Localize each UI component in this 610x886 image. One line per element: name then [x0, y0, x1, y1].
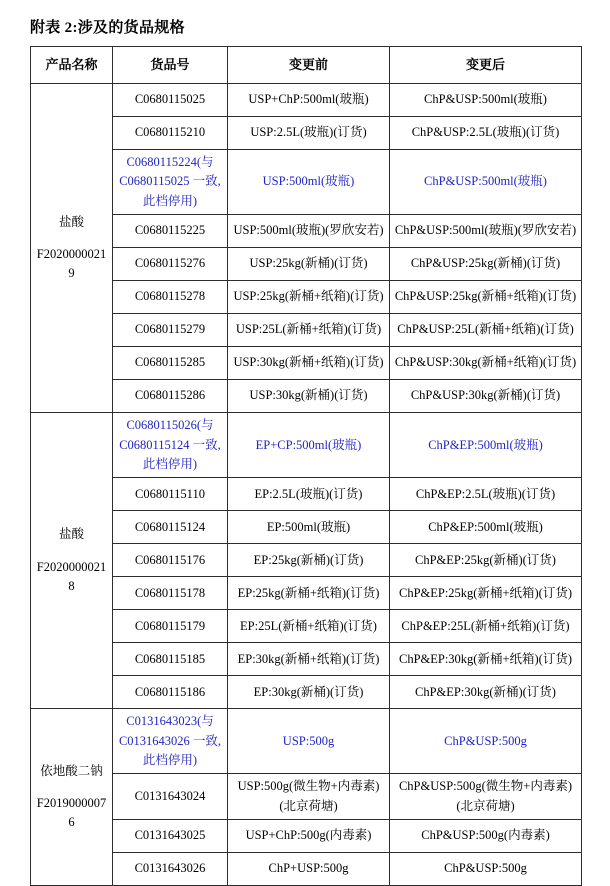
after-cell: ChP&USP:25L(新桶+纸箱)(订货)	[390, 314, 582, 347]
item-no-cell: C0680115285	[113, 347, 228, 380]
after-cell: ChP&EP:30kg(新桶+纸箱)(订货)	[390, 643, 582, 676]
item-no-cell: C0680115276	[113, 248, 228, 281]
before-cell: USP:25kg(新桶+纸箱)(订货)	[228, 281, 390, 314]
product-name-cell	[31, 709, 113, 886]
product-name: 盐酸	[58, 214, 84, 229]
before-cell: USP:500ml(玻瓶)(罗欣安若)	[228, 215, 390, 248]
after-cell: ChP&EP:25kg(新桶)(订货)	[390, 544, 582, 577]
before-cell: EP+CP:500ml(玻瓶)	[228, 413, 390, 478]
after-cell: ChP&USP:25kg(新桶)(订货)	[390, 248, 582, 281]
before-cell: USP:25kg(新桶)(订货)	[228, 248, 390, 281]
before-cell: USP:2.5L(玻瓶)(订货)	[228, 117, 390, 150]
after-cell: ChP&USP:500g	[390, 709, 582, 774]
product-code: F20190000076	[36, 796, 107, 830]
table-row	[31, 709, 582, 774]
after-cell: ChP&USP:500g(内毒素)	[390, 820, 582, 853]
before-cell: USP:30kg(新桶+纸箱)(订货)	[228, 347, 390, 380]
table-row	[31, 676, 582, 709]
table-row	[31, 610, 582, 643]
before-cell: USP+ChP:500g(内毒素)	[228, 820, 390, 853]
table-row	[31, 248, 582, 281]
product-name: 盐酸	[58, 527, 84, 542]
after-cell: ChP&USP:500g(微生物+内毒素)(北京荷塘)	[390, 774, 582, 820]
item-no-cell: C0680115279	[113, 314, 228, 347]
table-row	[31, 577, 582, 610]
before-cell: EP:25L(新桶+纸箱)(订货)	[228, 610, 390, 643]
after-cell: ChP&USP:2.5L(玻瓶)(订货)	[390, 117, 582, 150]
item-no-cell: C0680115026(与 C0680115124 一致,此档停用)	[113, 413, 228, 478]
table-body	[31, 84, 582, 886]
item-no-cell: C0680115185	[113, 643, 228, 676]
before-cell: EP:30kg(新桶+纸箱)(订货)	[228, 643, 390, 676]
item-no-cell: C0131643023(与 C0131643026 一致,此档停用)	[113, 709, 228, 774]
item-no-cell: C0680115124	[113, 511, 228, 544]
item-no-cell: C0680115224(与 C0680115025 一致,此档停用)	[113, 150, 228, 215]
item-no-cell: C0680115225	[113, 215, 228, 248]
after-cell: ChP&EP:500ml(玻瓶)	[390, 511, 582, 544]
item-no-cell: C0131643025	[113, 820, 228, 853]
table-row	[31, 478, 582, 511]
before-cell: USP+ChP:500ml(玻瓶)	[228, 84, 390, 117]
header-item-no: 货品号	[113, 47, 228, 84]
after-cell: ChP&EP:2.5L(玻瓶)(订货)	[390, 478, 582, 511]
after-cell: ChP&USP:25kg(新桶+纸箱)(订货)	[390, 281, 582, 314]
after-cell: ChP&USP:500ml(玻瓶)(罗欣安若)	[390, 215, 582, 248]
table-row	[31, 347, 582, 380]
item-no-cell: C0680115186	[113, 676, 228, 709]
table-row	[31, 853, 582, 886]
table-header	[31, 47, 582, 84]
after-cell: ChP&EP:25L(新桶+纸箱)(订货)	[390, 610, 582, 643]
goods-spec-table	[30, 46, 582, 886]
product-name-cell	[31, 84, 113, 413]
before-cell: USP:500ml(玻瓶)	[228, 150, 390, 215]
table-row	[31, 511, 582, 544]
after-cell: ChP&EP:500ml(玻瓶)	[390, 413, 582, 478]
table-row	[31, 314, 582, 347]
item-no-cell: C0131643026	[113, 853, 228, 886]
table-row	[31, 544, 582, 577]
header-after-change: 变更后	[390, 47, 582, 84]
product-code: F20200000219	[36, 246, 107, 281]
before-cell: USP:25L(新桶+纸箱)(订货)	[228, 314, 390, 347]
table-row	[31, 215, 582, 248]
page-title: 附表 2:涉及的货品规格	[30, 20, 185, 36]
item-no-cell: C0680115179	[113, 610, 228, 643]
after-cell: ChP&USP:500ml(玻瓶)	[390, 150, 582, 215]
table-row	[31, 643, 582, 676]
item-no-cell: C0680115025	[113, 84, 228, 117]
after-cell: ChP&EP:25kg(新桶+纸箱)(订货)	[390, 577, 582, 610]
after-cell: ChP&USP:500ml(玻瓶)	[390, 84, 582, 117]
before-cell: USP:30kg(新桶)(订货)	[228, 380, 390, 413]
after-cell: ChP&USP:500g	[390, 853, 582, 886]
header-product-name: 产品名称	[31, 47, 113, 84]
item-no-cell: C0680115176	[113, 544, 228, 577]
table-row	[31, 820, 582, 853]
product-code: F20200000218	[36, 559, 107, 593]
table-row	[31, 380, 582, 413]
table-row	[31, 84, 582, 117]
item-no-cell: C0680115286	[113, 380, 228, 413]
table-row	[31, 774, 582, 820]
before-cell: EP:25kg(新桶)(订货)	[228, 544, 390, 577]
item-no-cell: C0680115210	[113, 117, 228, 150]
table-row	[31, 281, 582, 314]
header-row	[31, 47, 582, 84]
after-cell: ChP&USP:30kg(新桶+纸箱)(订货)	[390, 347, 582, 380]
table-row	[31, 150, 582, 215]
product-name: 依地酸二钠	[40, 763, 103, 778]
after-cell: ChP&EP:30kg(新桶)(订货)	[390, 676, 582, 709]
after-cell: ChP&USP:30kg(新桶)(订货)	[390, 380, 582, 413]
item-no-cell: C0680115110	[113, 478, 228, 511]
before-cell: ChP+USP:500g	[228, 853, 390, 886]
before-cell: EP:2.5L(玻瓶)(订货)	[228, 478, 390, 511]
before-cell: USP:500g(微生物+内毒素)(北京荷塘)	[228, 774, 390, 820]
item-no-cell: C0131643024	[113, 774, 228, 820]
table-row	[31, 117, 582, 150]
item-no-cell: C0680115178	[113, 577, 228, 610]
item-no-cell: C0680115278	[113, 281, 228, 314]
before-cell: USP:500g	[228, 709, 390, 774]
header-before-change: 变更前	[228, 47, 390, 84]
before-cell: EP:500ml(玻瓶)	[228, 511, 390, 544]
before-cell: EP:25kg(新桶+纸箱)(订货)	[228, 577, 390, 610]
before-cell: EP:30kg(新桶)(订货)	[228, 676, 390, 709]
table-row	[31, 413, 582, 478]
product-name-cell	[31, 413, 113, 709]
